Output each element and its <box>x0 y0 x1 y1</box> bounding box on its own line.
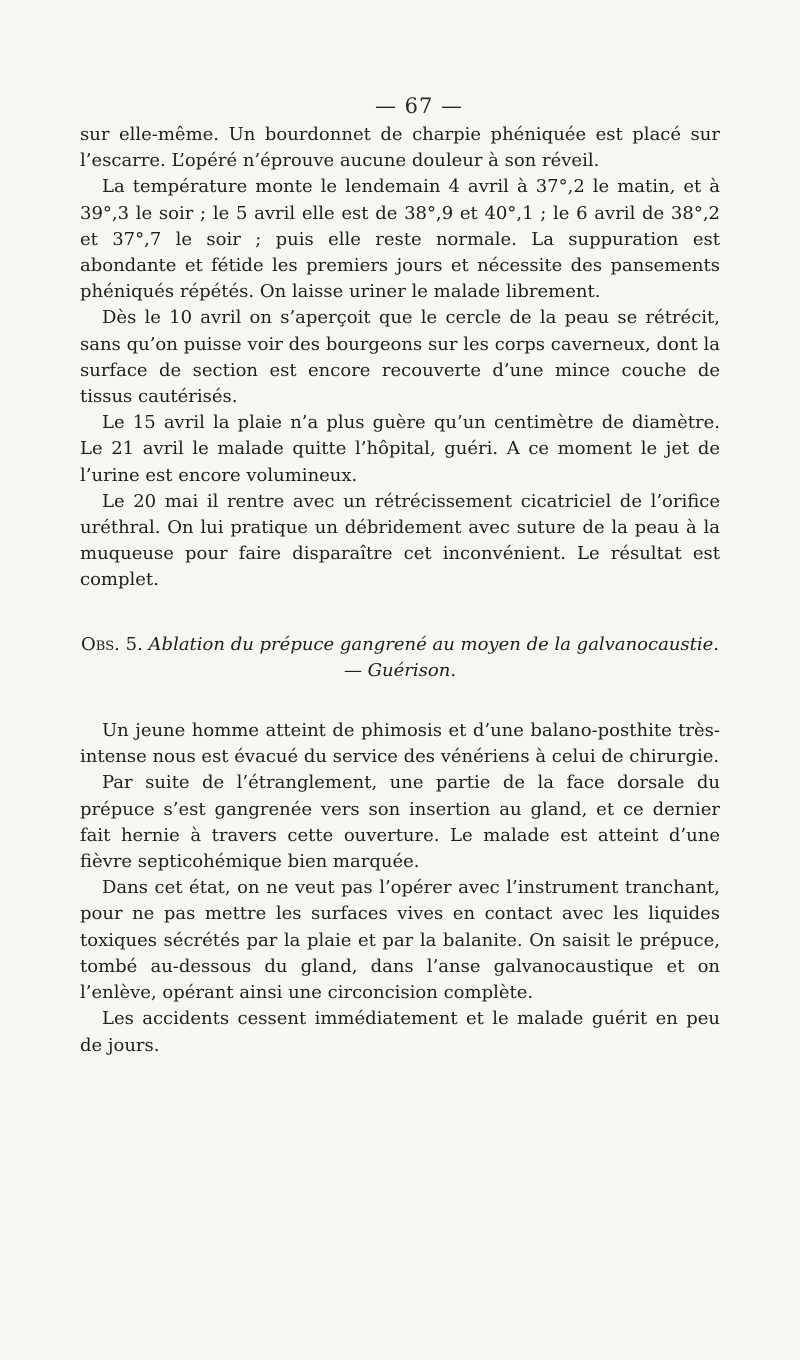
paragraph: Dès le 10 avril on s’aperçoit que le cercle de la peau se rétrécit, sans qu’on puisse voir des bourgeons sur les corps caverneux, dont la surface de section est encore recouverte d’une mince couche de tissus cautérisés. <box>80 307 720 408</box>
observation-title: Ablation du prépuce gangrené au moyen de la galvanocaustie. <box>148 633 720 655</box>
paragraph: Dans cet état, on ne veut pas l’opérer avec l’instrument tranchant, pour ne pas mettre les surfaces vives en contact avec les liquides toxiques sécrétés par la plaie et par la balanite. On saisit le prépuce, tombé au-dessous du gland, dans l’anse galvanocaustique et on l’enlève, opérant ainsi une circoncision complète. <box>80 877 720 1004</box>
paragraph: La température monte le lendemain 4 avril à 37°,2 le matin, et à 39°,3 le soir ; le 5 avril elle est de 38°,9 et 40°,1 ; le 6 avril de 38°,2 et 37°,7 le soir ; puis elle reste normale. La suppuration est abondante et fétide les premiers jours et nécessite des pansements phéniqués répétés. On laisse uriner le malade librement. <box>80 176 720 303</box>
page-number: — 67 — <box>374 94 464 118</box>
paragraph: Le 15 avril la plaie n’a plus guère qu’un centimètre de diamètre. Le 21 avril le malade quitte l’hôpital, guéri. A ce moment le jet de l’urine est encore volumineux. <box>80 412 720 486</box>
observation-body <box>80 718 720 1059</box>
heading-separator: — <box>343 659 362 681</box>
paragraph: Par suite de l’étranglement, une partie de la face dorsale du prépuce s’est gangrenée vers son insertion au gland, et ce dernier fait hernie à travers cette ouverture. Le malade est atteint d’une fièvre septicohémique bien marquée. <box>80 772 720 873</box>
section-continuation <box>80 122 720 594</box>
observation-result: Guérison. <box>367 659 457 681</box>
observation-label: Obs. 5. <box>80 633 143 655</box>
observation-heading <box>80 632 720 684</box>
paragraph: Les accidents cessent immédiatement et le malade guérit en peu de jours. <box>80 1008 720 1056</box>
paragraph: sur elle-même. Un bourdonnet de charpie phéniquée est placé sur l’escarre. L’opéré n’éprouve aucune douleur à son réveil. <box>80 124 720 172</box>
paragraph: Un jeune homme atteint de phimosis et d’une balano-posthite très-intense nous est évacué du service des vénériens à celui de chirurgie. <box>80 720 720 768</box>
paragraph: Le 20 mai il rentre avec un rétrécissement cicatriciel de l’orifice uréthral. On lui pratique un débridement avec suture de la peau à la muqueuse pour faire disparaître cet inconvénient. Le résultat est complet. <box>80 490 720 591</box>
